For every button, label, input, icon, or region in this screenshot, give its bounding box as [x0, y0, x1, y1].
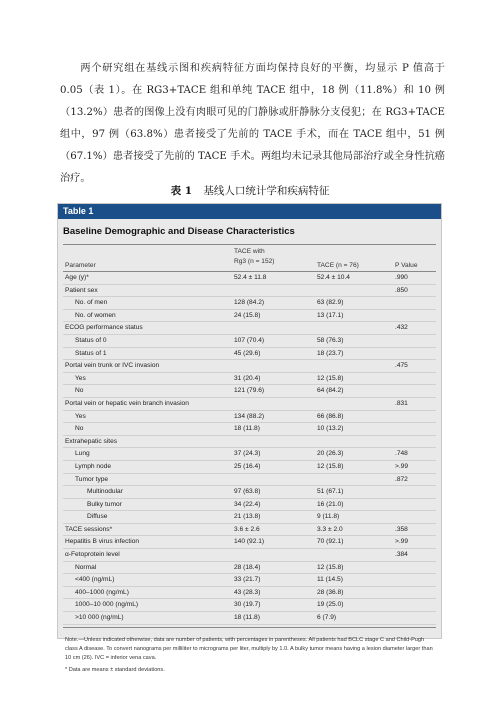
row-value-tace-rg3: 25 (16.4) — [234, 462, 261, 470]
row-label: >10 000 (ng/mL) — [75, 614, 124, 622]
row-value-tace: 66 (86.8) — [317, 412, 344, 420]
row-p-value: .990 — [395, 274, 408, 281]
table-row — [63, 511, 436, 524]
column-tace: TACE (n = 76) — [317, 262, 359, 269]
row-value-tace-rg3: 43 (28.3) — [234, 588, 261, 596]
row-label: 1000–10 000 (ng/mL) — [75, 601, 139, 609]
table-row — [63, 448, 436, 461]
table-row — [63, 612, 436, 625]
table-row — [63, 285, 436, 298]
row-value-tace: 9 (11.8) — [317, 513, 340, 521]
row-value-tace-rg3: 97 (63.8) — [234, 488, 261, 496]
row-label: 400–1000 (ng/mL) — [75, 588, 129, 596]
table-row — [63, 486, 436, 499]
row-label: Portal vein trunk or IVC invasion — [65, 362, 160, 370]
row-label: Multinodular — [87, 488, 123, 496]
column-p-value: P Value — [395, 262, 418, 269]
row-label: No. of men — [75, 299, 108, 307]
table-row — [63, 536, 436, 549]
row-value-tace-rg3: 140 (92.1) — [234, 538, 265, 546]
table-row — [63, 385, 436, 398]
row-label: Yes — [75, 374, 86, 382]
row-value-tace-rg3: 45 (29.6) — [234, 349, 261, 357]
table-footnote: * Data are means ± standard deviations. — [65, 666, 165, 673]
table-row — [63, 599, 436, 612]
paragraph-text: 两个研究组在基线示图和疾病特征方面均保持良好的平衡，均显示 P 值高于 0.05（表 1）。在 RG3+TACE 组和单纯 TACE 组中，18 例（11.8%）和 10 例（13.2%）患者的图像上没有肉眼可见的门静脉或肝静脉分支侵犯；在 RG3+TACE 组中，97 例（63.8%）患者接受了先前的 TACE 手术，而在 TACE 组中，51 例（67.1%）患者接受了先前的 TACE 手术。两组均未记录其他局部治疗或全身性抗癌治疗。 — [60, 63, 445, 184]
caption-text: 基线人口统计学和疾病特征 — [203, 185, 330, 197]
row-value-tace-rg3: 30 (19.7) — [234, 601, 261, 609]
row-value-tace: 12 (15.8) — [317, 563, 344, 571]
row-label: Yes — [75, 412, 86, 420]
row-p-value: .358 — [395, 525, 408, 533]
column-parameter: Parameter — [65, 262, 96, 269]
row-value-tace-rg3: 107 (70.4) — [234, 336, 265, 344]
row-label: Diffuse — [87, 513, 108, 521]
row-value-tace-rg3: 134 (88.2) — [234, 412, 265, 420]
row-label: Extrahepatic sites — [65, 437, 118, 445]
row-label: Status of 0 — [75, 336, 107, 344]
table-header-bar: Table 1 — [58, 204, 441, 219]
table-row — [63, 272, 436, 285]
row-label: Normal — [75, 563, 97, 571]
table-row — [63, 322, 436, 335]
row-label: Portal vein or hepatic vein branch invasion — [65, 399, 189, 407]
row-value-tace-rg3: 28 (18.4) — [234, 563, 261, 571]
row-value-tace: 6 (7.9) — [317, 614, 337, 622]
row-value-tace: 58 (76.3) — [317, 336, 344, 344]
row-label: Age (y)* — [65, 274, 89, 281]
row-label: No — [75, 387, 84, 395]
table-row — [63, 562, 436, 575]
row-value-tace-rg3: 31 (20.4) — [234, 374, 261, 382]
row-value-tace-rg3: 121 (79.6) — [234, 387, 265, 395]
row-value-tace: 64 (84.2) — [317, 387, 344, 395]
row-value-tace: 63 (82.9) — [317, 299, 344, 307]
row-value-tace-rg3: 34 (22.4) — [234, 500, 261, 508]
table-body — [63, 272, 436, 625]
table-note: Note.—Unless indicated otherwise, data are number of patients, with percentages in parentheses. All patients had BCLC stage C and Child-Pugh class A disease. To convert nanograms per milliliter to micrograms per liter, multiply by 1.0. A bulky tumor means having a lesion diameter larger than 10 cm (26). IVC = inferior vena cava. — [65, 636, 433, 661]
table-row — [63, 423, 436, 436]
row-label: Bulky tumor — [87, 500, 122, 508]
body-paragraph — [60, 58, 445, 190]
table-row — [63, 411, 436, 424]
row-label: No. of women — [75, 311, 116, 319]
column-tace-with-rg3 — [234, 247, 275, 267]
row-value-tace-rg3: 37 (24.3) — [234, 450, 261, 458]
row-value-tace: 16 (21.0) — [317, 500, 344, 508]
table-row — [63, 373, 436, 386]
row-value-tace-rg3: 21 (13.8) — [234, 513, 261, 521]
row-p-value: .475 — [395, 362, 408, 370]
row-value-tace-rg3: 18 (11.8) — [234, 614, 260, 622]
table-row — [63, 297, 436, 310]
table-column-headers — [63, 244, 436, 272]
row-p-value: .384 — [395, 551, 408, 559]
table-row — [63, 310, 436, 323]
row-value-tace: 51 (67.1) — [317, 488, 344, 496]
row-value-tace: 11 (14.5) — [317, 576, 343, 584]
row-value-tace: 3.3 ± 2.0 — [317, 525, 343, 533]
table-title: Baseline Demographic and Disease Characteristics — [63, 226, 295, 237]
row-p-value: >.99 — [395, 538, 409, 546]
row-value-tace-rg3: 3.6 ± 2.6 — [234, 525, 260, 533]
row-value-tace-rg3: 18 (11.8) — [234, 425, 260, 433]
row-p-value: .831 — [395, 399, 408, 407]
row-value-tace: 70 (92.1) — [317, 538, 344, 546]
table-row — [63, 549, 436, 562]
row-label: Status of 1 — [75, 349, 107, 357]
row-label: Tumor type — [75, 475, 109, 483]
row-value-tace: 19 (25.0) — [317, 601, 344, 609]
table-notes — [65, 636, 434, 675]
table-row — [63, 461, 436, 474]
row-p-value: >.99 — [395, 462, 409, 470]
row-label: α-Fetoprotein level — [65, 551, 120, 559]
table-row — [63, 398, 436, 411]
table-row — [63, 499, 436, 512]
row-value-tace: 20 (26.3) — [317, 450, 344, 458]
row-value-tace: 12 (15.8) — [317, 462, 344, 470]
table-row — [63, 436, 436, 449]
table-bottom-rule — [63, 627, 436, 628]
row-value-tace-rg3: 24 (15.8) — [234, 311, 261, 319]
table-row — [63, 474, 436, 487]
row-value-tace-rg3: 33 (21.7) — [234, 576, 261, 584]
row-label: Lymph node — [75, 462, 112, 470]
column-tace-with-rg3-line2: Rg3 (n = 152) — [234, 258, 275, 265]
row-value-tace: 13 (17.1) — [317, 311, 344, 319]
row-label: ECOG performance status — [65, 324, 143, 332]
row-p-value: .748 — [395, 450, 408, 458]
table-caption — [0, 183, 500, 198]
row-value-tace: 12 (15.8) — [317, 374, 344, 382]
row-value-tace-rg3: 52.4 ± 11.8 — [234, 274, 267, 281]
table-row — [63, 524, 436, 537]
row-value-tace: 18 (23.7) — [317, 349, 344, 357]
table-row — [63, 587, 436, 600]
table-row — [63, 360, 436, 373]
table-row — [63, 335, 436, 348]
row-p-value: .432 — [395, 324, 408, 332]
row-label: Patient sex — [65, 286, 98, 294]
table-row — [63, 348, 436, 361]
caption-label: 表 1 — [170, 185, 193, 197]
row-label: No — [75, 425, 84, 433]
row-value-tace: 28 (36.8) — [317, 588, 344, 596]
row-value-tace-rg3: 128 (84.2) — [234, 299, 265, 307]
table-row — [63, 574, 436, 587]
row-value-tace: 52.4 ± 10.4 — [317, 274, 350, 281]
table-1 — [57, 203, 442, 673]
row-p-value: .850 — [395, 286, 408, 294]
row-label: Lung — [75, 450, 90, 458]
row-value-tace: 10 (13.2) — [317, 425, 344, 433]
row-p-value: .872 — [395, 475, 408, 483]
row-label: <400 (ng/mL) — [75, 576, 115, 584]
column-tace-with-rg3-line1: TACE with — [234, 248, 265, 255]
row-label: TACE sessions* — [65, 525, 113, 533]
row-label: Hepatitis B virus infection — [65, 538, 140, 546]
